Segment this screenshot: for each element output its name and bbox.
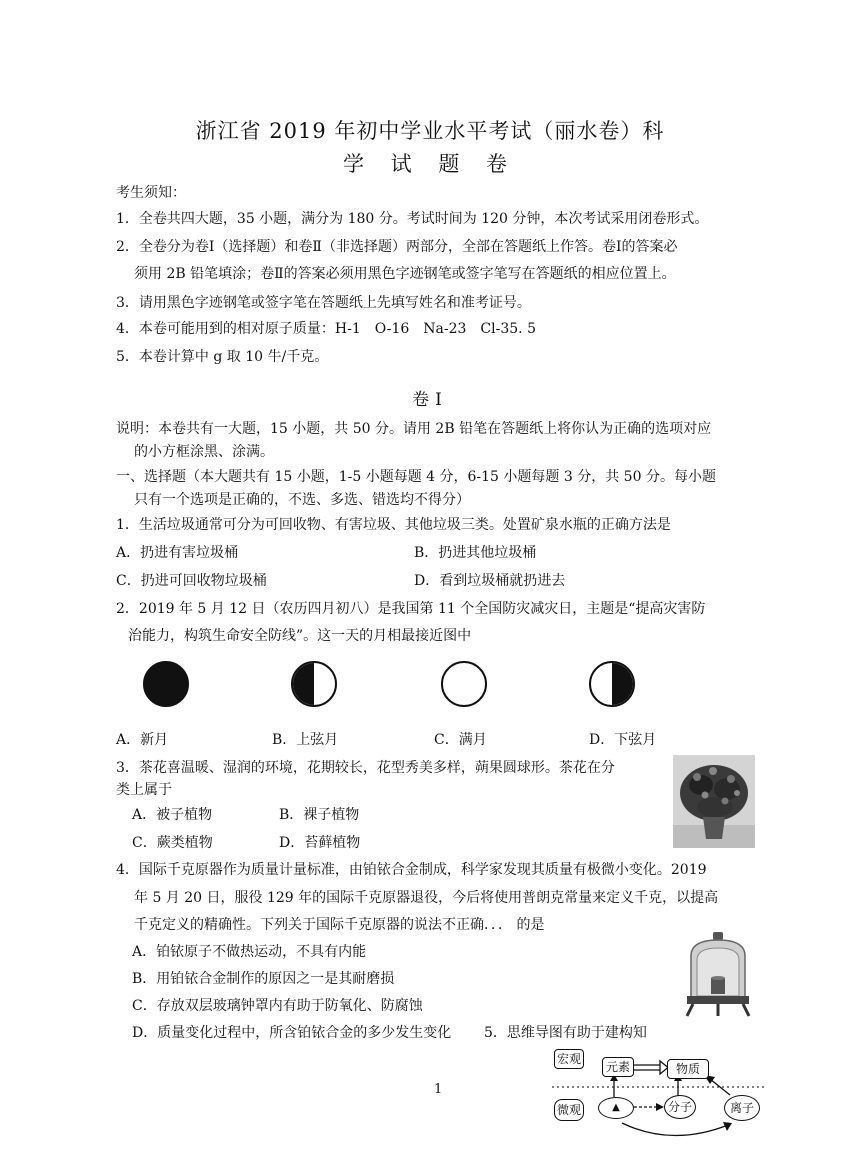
notice-item: 1．全卷共四大题，35 小题，满分为 180 分。考试时间为 120 分钟，本次考试采用闭卷形式。 xyxy=(116,211,709,227)
ion-node: 离子 xyxy=(724,1095,760,1121)
unknown-triangle-node: ▲ xyxy=(598,1097,634,1119)
instructions-line: 的小方框涂黑、涂满。 xyxy=(134,444,274,460)
notice-item: 3．请用黑色字迹钢笔或签字笔在答题纸上先填写姓名和准考证号。 xyxy=(116,295,531,311)
first-quarter-moon-icon xyxy=(291,661,337,707)
question-3-stem: 类上属于 xyxy=(116,782,172,798)
notice-heading: 考生须知： xyxy=(116,185,186,201)
part-heading: 一、选择题（本大题共有 15 小题，1-5 小题每题 4 分，6-15 小题每题 3 分，共 50 分。每小题 xyxy=(116,469,716,485)
question-5-stem-start: 5．思维导图有助于建构知 xyxy=(484,1025,647,1041)
question-2-stem: 治能力，构筑生命安全防线”。这一天的月相最接近图中 xyxy=(128,628,472,644)
q3-option-d: D．苔藓植物 xyxy=(279,835,361,851)
q1-option-d: D．看到垃圾桶就扔进去 xyxy=(414,573,566,589)
kilogram-prototype-photo xyxy=(673,928,763,1018)
question-4-stem: 4．国际千克原器作为质量计量标准，由铂铱合金制成，科学家发现其质量有极微小变化。2019 xyxy=(116,862,707,878)
element-box: 元素 xyxy=(602,1057,634,1077)
question-2-stem: 2．2019 年 5 月 12 日（农历四月初八）是我国第 11 个全国防灾减灾日，主题是“提高灾害防 xyxy=(116,601,706,617)
q4-option-c: C．存放双层玻璃钟罩内有助于防氧化、防腐蚀 xyxy=(132,998,423,1014)
molecule-node: 分子 xyxy=(664,1095,696,1119)
q1-option-c: C．扔进可回收物垃圾桶 xyxy=(116,573,267,589)
question-4-stem: 年 5 月 20 日，服役 129 年的国际千克原器退役，今后将使用普朗克常量来定义千克，以提高 xyxy=(134,890,719,906)
notice-item: 5．本卷计算中 g 取 10 牛/千克。 xyxy=(116,349,329,365)
q3-option-b: B．裸子植物 xyxy=(279,807,360,823)
q2-option-b: B．上弦月 xyxy=(272,732,339,748)
exam-title-line2: 学 试 题 卷 xyxy=(342,152,518,176)
notice-item: 4．本卷可能用到的相对原子质量：H-1 O-16 Na-23 Cl-35. 5 xyxy=(116,321,536,337)
micro-label: 微观 xyxy=(554,1099,584,1121)
instructions-line: 说明：本卷共有一大题，15 小题，共 50 分。请用 2B 铅笔在答题纸上将你认为正确的选项对应 xyxy=(116,421,712,437)
exam-title: 浙江省 2019 年初中学业水平考试（丽水卷）科 xyxy=(195,119,665,143)
last-quarter-moon-icon xyxy=(589,661,635,707)
question-1-stem: 1．生活垃圾通常可分为可回收物、有害垃圾、其他垃圾三类。处置矿泉水瓶的正确方法是 xyxy=(116,517,671,533)
page-number: 1 xyxy=(434,1082,443,1097)
full-moon-icon xyxy=(441,661,487,707)
new-moon-icon xyxy=(143,661,189,707)
question-4-stem: 千克定义的精确性。下列关于国际千克原器的说法不正确．．． 的是 xyxy=(134,917,545,933)
mind-map-diagram xyxy=(552,1045,767,1155)
notice-item: 须用 2B 铅笔填涂；卷Ⅱ的答案必须用黑色字迹钢笔或签字笔写在答题纸的相应位置上。 xyxy=(134,266,676,282)
q1-option-b: B．扔进其他垃圾桶 xyxy=(414,545,537,561)
substance-box: 物质 xyxy=(667,1059,709,1079)
q2-option-c: C．满月 xyxy=(434,732,487,748)
question-3-stem: 3．茶花喜温暖、湿润的环境，花期较长，花型秀美多样，蒴果圆球形。茶花在分 xyxy=(116,760,615,776)
q4-option-d: D．质量变化过程中，所含铂铱合金的多少发生变化 xyxy=(132,1025,452,1041)
notice-item: 2．全卷分为卷Ⅰ（选择题）和卷Ⅱ（非选择题）两部分，全部在答题纸上作答。卷Ⅰ的答案必 xyxy=(116,239,678,255)
q3-option-c: C．蕨类植物 xyxy=(132,835,213,851)
part-heading: 只有一个选项是正确的，不选、多选、错选均不得分） xyxy=(134,492,470,508)
q3-option-a: A．被子植物 xyxy=(132,807,213,823)
q4-option-a: A．铂铱原子不做热运动，不具有内能 xyxy=(132,944,367,960)
section-title: 卷Ⅰ xyxy=(412,390,448,410)
q2-option-d: D．下弦月 xyxy=(589,732,657,748)
q1-option-a: A．扔进有害垃圾桶 xyxy=(116,545,239,561)
q4-option-b: B．用铂铱合金制作的原因之一是其耐磨损 xyxy=(132,971,395,987)
macro-label: 宏观 xyxy=(554,1049,584,1069)
q2-option-a: A．新月 xyxy=(116,732,169,748)
camellia-photo xyxy=(673,755,755,848)
